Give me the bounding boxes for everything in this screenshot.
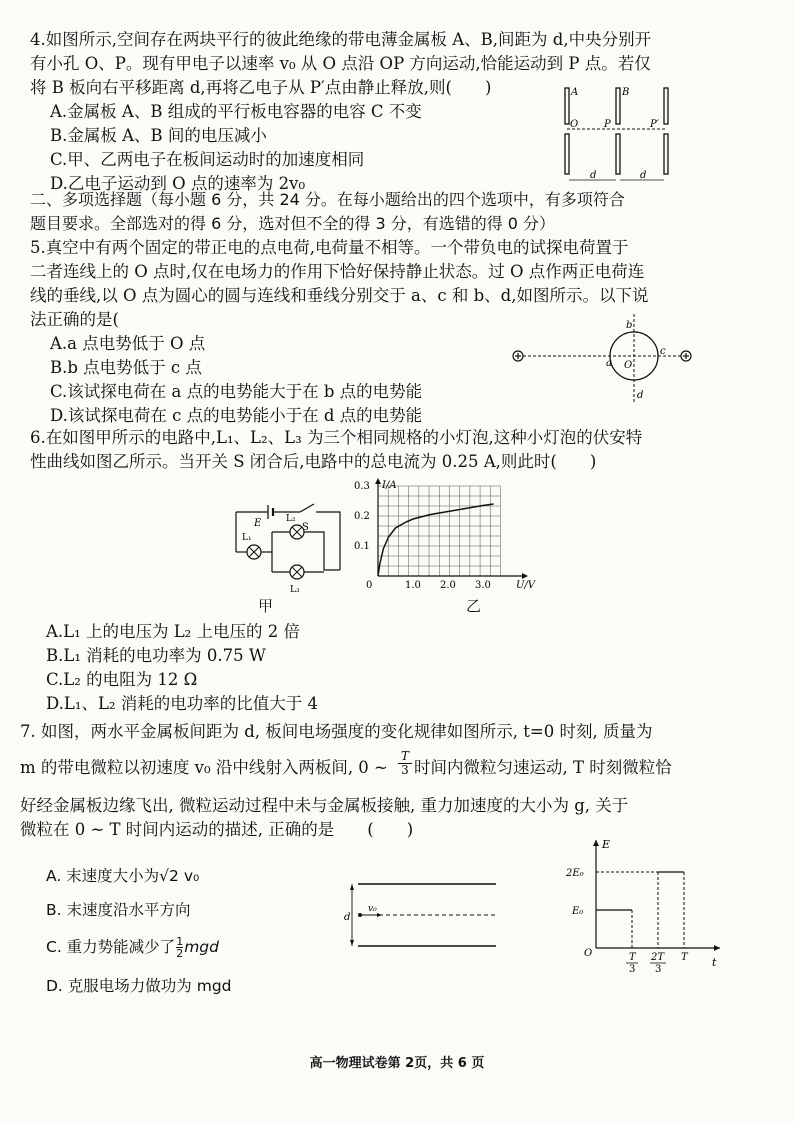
particle bbox=[358, 913, 362, 917]
label-d2: d bbox=[640, 170, 647, 181]
label-c: c bbox=[660, 346, 666, 357]
q7-line-2b: 时间内微粒匀速运动, T 时刻微粒恰 bbox=[414, 758, 672, 777]
q7-option-c-prefix: C. 重力势能减少了 bbox=[46, 938, 176, 956]
label-d: d bbox=[637, 390, 644, 401]
q7-option-c bbox=[46, 936, 219, 959]
iv-curve-chart bbox=[352, 478, 536, 592]
graph-caption: 乙 bbox=[466, 597, 482, 615]
q7-plates-figure bbox=[340, 876, 500, 952]
x-tick-label: 2.0 bbox=[440, 580, 456, 591]
iv-curve-line bbox=[378, 504, 494, 576]
q6-option-d: D.L₁、L₂ 消耗的电功率的比值大于 4 bbox=[46, 694, 319, 713]
q5-charges-figure bbox=[506, 312, 696, 404]
q4-line-1: 4.如图所示,空间存在两块平行的彼此绝缘的带电薄金属板 A、B,间距为 d,中央分别开 bbox=[30, 30, 652, 49]
label-p: P bbox=[604, 119, 611, 130]
frac-num: 1 bbox=[176, 935, 184, 948]
y-axis-arrow bbox=[375, 478, 381, 484]
q6-line-1: 6.在如图甲所示的电路中,L₁、L₂、L₃ 为三个相同规格的小灯泡,这种小灯泡的伏安特 bbox=[30, 428, 643, 447]
q7-fraction-den: 3 bbox=[401, 763, 409, 777]
page-footer: 高一物理试卷第 2页，共 6 页 bbox=[309, 1056, 485, 1071]
label-d1: d bbox=[590, 170, 597, 181]
x-tick-label: 1.0 bbox=[405, 580, 421, 591]
x-tick-label: 3.0 bbox=[475, 580, 491, 591]
q7-option-c-suffix: mgd bbox=[184, 938, 219, 956]
label-l3: L₃ bbox=[290, 585, 300, 595]
q6-option-c: C.L₂ 的电阻为 12 Ω bbox=[46, 670, 198, 689]
label-p-prime: P′ bbox=[650, 119, 659, 130]
x-axis-label: U/V bbox=[516, 580, 536, 591]
label-t-axis: t bbox=[712, 956, 717, 969]
q5-option-d: D.该试探电荷在 c 点的电势能小于在 d 点的电势能 bbox=[50, 406, 423, 425]
label-b: b bbox=[626, 320, 633, 331]
q4-line-2: 有小孔 O、P。现有甲电子以速率 v₀ 从 O 点沿 OP 方向运动,恰能运动到 P 点。若仅 bbox=[30, 54, 651, 73]
q4-option-d: D.乙电子运动到 O 点的速率为 2v₀ bbox=[50, 174, 306, 193]
q5-option-c: C.该试探电荷在 a 点的电势能大于在 b 点的电势能 bbox=[50, 382, 423, 401]
q7-option-b: B. 末速度沿水平方向 bbox=[46, 901, 191, 919]
label-origin: O bbox=[584, 948, 593, 959]
q7-line-2a: m 的带电微粒以初速度 v₀ 沿中线射入两板间, 0 ~ bbox=[20, 758, 388, 777]
plate-b bbox=[616, 88, 620, 124]
q5-line-4: 法正确的是( bbox=[30, 310, 119, 329]
label-2e0: 2E₀ bbox=[566, 868, 584, 879]
origin-label: 0 bbox=[366, 580, 373, 591]
plate-a bbox=[565, 88, 569, 124]
q5-line-1: 5.真空中有两个固定的带正电的点电荷,电荷量不相等。一个带负电的试探电荷置于 bbox=[30, 238, 629, 257]
label-e: E bbox=[254, 518, 262, 529]
q7-line-1: 7. 如图，两水平金属板间距为 d, 板间电场强度的变化规律如图所示, t=0 时刻, 质量为 bbox=[20, 722, 653, 741]
plate-b-shifted bbox=[664, 88, 668, 124]
y-tick-label: 0.3 bbox=[354, 481, 370, 492]
label-e0: E₀ bbox=[572, 906, 584, 917]
q5-option-a: A.a 点电势低于 O 点 bbox=[50, 334, 206, 353]
q7-fraction-num: T bbox=[398, 750, 412, 764]
label-a: a bbox=[606, 358, 612, 369]
label-2t3-num: 2T bbox=[651, 952, 665, 963]
label-s: S bbox=[302, 522, 309, 533]
q7-option-a: A. 末速度大小为√2 v₀ bbox=[46, 867, 200, 885]
q6-option-b: B.L₁ 消耗的电功率为 0.75 W bbox=[46, 646, 266, 665]
label-o: O bbox=[624, 360, 633, 371]
label-l1: L₁ bbox=[242, 533, 252, 543]
q6-line-2: 性曲线如图乙所示。当开关 S 闭合后,电路中的总电流为 0.25 A,则此时( ) bbox=[30, 452, 597, 471]
x-axis-arrow bbox=[522, 573, 528, 579]
section-2-line-1: 二、多项选择题（每小题 6 分，共 24 分。在每小题给出的四个选项中，有多项符合 bbox=[30, 190, 625, 209]
circuit-caption: 甲 bbox=[258, 597, 274, 615]
label-b: B bbox=[622, 87, 630, 98]
q4-option-b: B.金属板 A、B 间的电压减小 bbox=[50, 126, 267, 145]
label-t3-num: T bbox=[629, 952, 636, 963]
q4-line-3: 将 B 板向右平移距离 d,再将乙电子从 P′点由静止释放,则( ) bbox=[30, 78, 492, 97]
q7-line-3: 好经金属板边缘飞出, 微粒运动过程中未与金属板接触, 重力加速度的大小为 g, 关于 bbox=[20, 796, 629, 815]
q4-option-c: C.甲、乙两电子在板间运动时的加速度相同 bbox=[50, 150, 365, 169]
q7-fraction bbox=[398, 750, 412, 777]
q7-line-4: 微粒在 0 ~ T 时间内运动的描述, 正确的是 ( ) bbox=[20, 820, 414, 839]
q5-line-3: 线的垂线,以 O 点为圆心的圆与连线和垂线分别交于 a、c 和 b、d,如图所示。以下说 bbox=[30, 286, 649, 305]
q7-e-t-graph bbox=[560, 830, 730, 975]
label-o: O bbox=[570, 119, 579, 130]
y-axis-label: I/A bbox=[382, 480, 397, 491]
q5-line-2: 二者连线上的 O 点时,仅在电场力的作用下恰好保持静止状态。过 O 点作两正电荷连 bbox=[30, 262, 645, 281]
frac-den: 2 bbox=[176, 947, 184, 960]
q5-option-b: B.b 点电势低于 c 点 bbox=[50, 358, 202, 377]
q6-option-a: A.L₁ 上的电压为 L₂ 上电压的 2 倍 bbox=[46, 622, 301, 641]
label-e-axis: E bbox=[602, 838, 611, 851]
q7-option-c-fraction bbox=[176, 936, 183, 959]
q4-plates-figure bbox=[560, 84, 680, 194]
y-tick-label: 0.1 bbox=[354, 541, 370, 552]
label-l2: L₂ bbox=[286, 514, 296, 524]
label-t3-den: 3 bbox=[629, 964, 636, 975]
section-2-line-2: 题目要求。全部选对的得 6 分，选对但不全的得 3 分，有选错的得 0 分） bbox=[30, 214, 556, 233]
label-v0: v₀ bbox=[368, 904, 377, 914]
q7-option-d: D. 克服电场力做功为 mgd bbox=[46, 977, 232, 995]
label-a: A bbox=[571, 87, 579, 98]
q6-circuit-figure bbox=[228, 492, 348, 604]
q4-option-a: A.金属板 A、B 组成的平行板电容器的电容 C 不变 bbox=[50, 102, 422, 121]
label-2t3-den: 3 bbox=[655, 964, 662, 975]
label-t: T bbox=[681, 952, 688, 963]
label-d: d bbox=[344, 912, 351, 923]
y-tick-label: 0.2 bbox=[354, 511, 370, 522]
